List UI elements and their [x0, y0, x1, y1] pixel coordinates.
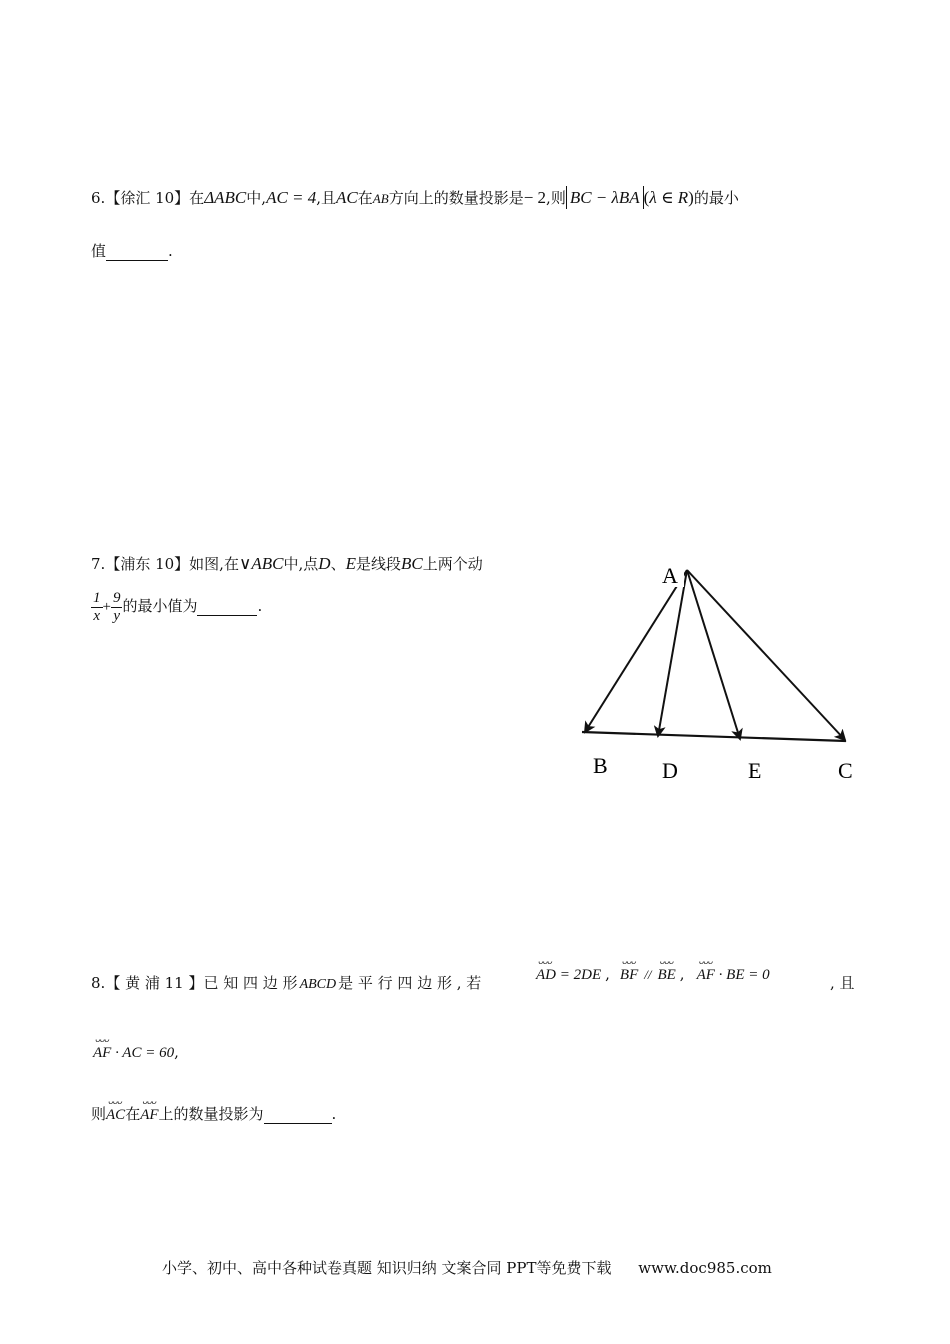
text: ,: [174, 1043, 179, 1061]
text: 上两个动: [422, 555, 483, 573]
text: 、: [330, 555, 346, 573]
fraction-9-y: [111, 590, 123, 624]
vector-ae: [687, 570, 740, 739]
text: 的最小: [693, 189, 739, 207]
paren-close: ): [688, 188, 694, 207]
segment-bc: BC: [401, 554, 423, 573]
vector-arrow: ᴗᴗᴗ: [95, 1035, 109, 1045]
text: 如图,在: [189, 555, 239, 573]
vector-arrow: ᴗᴗᴗ: [621, 957, 636, 967]
footer: [162, 1257, 772, 1278]
segment-ab: AB: [372, 191, 389, 206]
problem-number: 7.: [91, 555, 106, 573]
vector-ac: [106, 1097, 126, 1124]
answer-blank: [264, 1105, 332, 1124]
text: 中,点: [283, 555, 319, 573]
problem-7-line-2: [91, 590, 262, 624]
parallel-sign: //: [644, 967, 652, 982]
problem-8-line-1: [91, 972, 481, 993]
problem-7-line-1: [91, 553, 483, 574]
vector-ab: [585, 570, 687, 732]
vector-arrow: ᴗᴗᴗ: [698, 957, 713, 967]
vector-ac: [687, 570, 845, 740]
vector-arrow: ᴗᴗᴗ: [538, 957, 552, 967]
vector-arrow: ᴗᴗᴗ: [142, 1097, 156, 1107]
footer-url[interactable]: www.doc985.com: [638, 1259, 772, 1277]
plus-sign: +: [102, 599, 111, 615]
answer-blank: [106, 242, 168, 261]
text: , 且: [830, 974, 855, 992]
numerator: 9: [112, 590, 121, 606]
text: 上的数量投影为: [158, 1105, 264, 1123]
problem-source: 【徐汇 10】: [105, 189, 190, 207]
text: 是线段: [355, 555, 401, 573]
math: BF: [619, 967, 639, 983]
point-d: D: [318, 554, 331, 573]
segment-ac: AC: [336, 188, 358, 207]
text: .: [331, 1105, 337, 1123]
problem-number: 6.: [91, 189, 106, 207]
vector-bf: [619, 957, 639, 984]
problem-6-line-2: [91, 240, 173, 261]
lambda-condition: λ ∈ R: [649, 188, 689, 207]
footer-text: 小学、初中、高中各种试卷真题 知识归纳 文案合同 PPT等免费下载: [162, 1259, 612, 1277]
label-a: A: [662, 563, 678, 588]
denominator: x: [93, 607, 101, 624]
equation-ad-2de: [536, 957, 602, 984]
math: AF: [140, 1107, 159, 1123]
label-c: C: [838, 758, 853, 783]
problem-source: 【浦东 10】: [105, 555, 190, 573]
equation-af-be-0: [696, 957, 770, 984]
triangle-abc: ΔABC: [204, 188, 247, 207]
text: ,: [679, 965, 685, 983]
math: AD = 2DE: [536, 967, 602, 983]
label-b: B: [593, 753, 608, 778]
triangle-abc: ∨ABC: [238, 554, 284, 573]
text: ,: [605, 965, 610, 983]
vector-af: [140, 1097, 159, 1124]
vector-arrow: ᴗᴗᴗ: [659, 957, 673, 967]
answer-blank: [197, 597, 257, 616]
norm-expression: BC − λBA: [566, 186, 644, 209]
denominator: y: [113, 607, 121, 624]
text: 已 知 四 边 形: [203, 974, 298, 992]
text: 中,: [246, 189, 267, 207]
text: 是 平 行 四 边 形 , 若: [338, 974, 482, 992]
text: 的最小值为: [122, 597, 198, 615]
problem-8-line-2: [93, 1035, 179, 1062]
base-line-bc: [582, 732, 846, 741]
triangle-vector-figure: [560, 555, 880, 795]
problem-6-line-1: [91, 187, 739, 208]
problem-8-line-3: [91, 1097, 337, 1124]
text: ,且: [316, 189, 337, 207]
text: 在: [357, 189, 373, 207]
label-e: E: [748, 758, 762, 783]
text: .: [168, 242, 173, 260]
math: AF · BE = 0: [696, 967, 770, 983]
value-neg-2: − 2: [523, 188, 547, 207]
vector-arrow: ᴗᴗᴗ: [108, 1097, 122, 1107]
problem-8-and: [830, 972, 855, 993]
paren-open: (: [643, 188, 650, 207]
problem-source: 【 黄 浦 11 】: [105, 974, 204, 992]
text: 在: [125, 1105, 141, 1123]
problem-8-vectors-1: [536, 957, 770, 984]
math: BE: [657, 967, 676, 983]
vector-be: [657, 957, 676, 984]
text: 值: [91, 242, 107, 260]
problem-number: 8.: [91, 974, 106, 992]
label-d: D: [662, 758, 678, 783]
point-e: E: [345, 554, 356, 573]
text: 方向上的数量投影是: [388, 189, 524, 207]
equation-ac-4: AC = 4: [266, 188, 317, 207]
equation-af-ac-60: [93, 1035, 175, 1062]
text: 则: [91, 1105, 107, 1123]
numerator: 1: [93, 590, 101, 606]
math: AF · AC = 60: [93, 1045, 175, 1061]
math: AC: [106, 1107, 126, 1123]
text: .: [257, 597, 263, 615]
text: 在: [189, 189, 205, 207]
text: ,则: [546, 189, 566, 207]
fraction-1-x: [91, 590, 103, 624]
quadrilateral-abcd: ABCD: [299, 977, 337, 992]
